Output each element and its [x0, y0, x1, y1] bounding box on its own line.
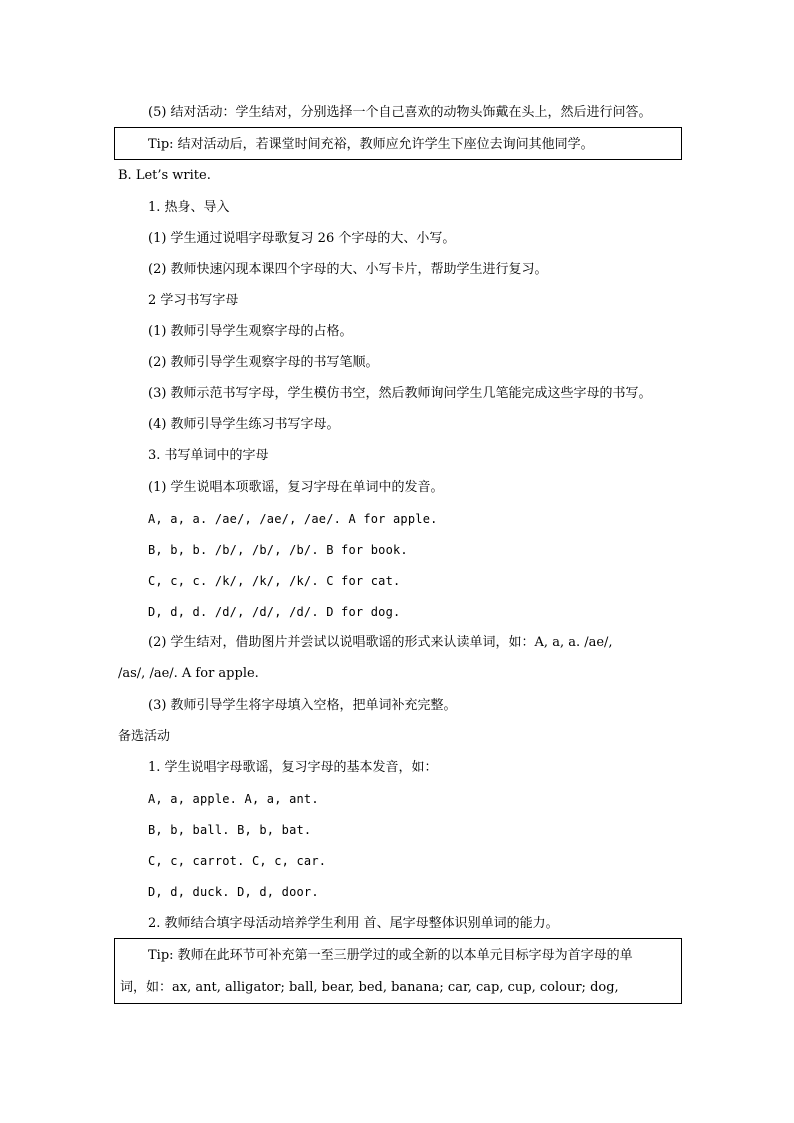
- chant-line: D, d, d. /d/, /d/, /d/. D for dog.: [148, 605, 401, 619]
- step-1-title: 1. 热身、导入: [148, 200, 230, 215]
- chant-line: C, c, c. /k/, /k/, /k/. C for cat.: [148, 574, 401, 588]
- step-3-title: 3. 书写单词中的字母: [148, 448, 269, 463]
- optional-chant-line: D, d, duck. D, d, door.: [148, 885, 319, 899]
- step-2-item-2: (2) 教师引导学生观察字母的书写笔顺。: [148, 355, 379, 370]
- step-2-item-4: (4) 教师引导学生练习书写字母。: [148, 417, 340, 432]
- step-2-item-3: (3) 教师示范书写字母，学生模仿书空，然后教师询问学生几笔能完成这些字母的书写。: [148, 386, 652, 401]
- tip-text-2-line-1: Tip: 教师在此环节可补充第一至三册学过的或全新的以本单元目标字母为首字母的单: [148, 948, 633, 963]
- optional-item-1: 1. 学生说唱字母歌谣，复习字母的基本发音，如：: [148, 760, 438, 775]
- step-2-title: 2 学习书写字母: [148, 293, 239, 308]
- tip-box-2: [114, 938, 682, 1004]
- paragraph-pair-activity: (5) 结对活动：学生结对，分别选择一个自己喜欢的动物头饰戴在头上，然后进行问答。: [148, 105, 652, 120]
- chant-line: B, b, b. /b/, /b/, /b/. B for book.: [148, 543, 408, 557]
- step-2-item-1: (1) 教师引导学生观察字母的占格。: [148, 324, 353, 339]
- tip-box-1: [114, 127, 682, 160]
- step-3-item-2: (2) 学生结对，借助图片并尝试以说唱歌谣的形式来认读单词，如：A, a, a. /ae/,: [148, 635, 613, 650]
- optional-activities-heading: 备选活动: [118, 729, 171, 744]
- optional-chant-line: B, b, ball. B, b, bat.: [148, 823, 312, 837]
- optional-chant-line: A, a, apple. A, a, ant.: [148, 792, 319, 806]
- tip-text-1: Tip: 结对活动后，若课堂时间充裕，教师应允许学生下座位去询问其他同学。: [148, 137, 594, 152]
- step-3-item-2-continued: /as/, /ae/. A for apple.: [118, 666, 259, 681]
- chant-line: A, a, a. /ae/, /ae/, /ae/. A for apple.: [148, 512, 438, 526]
- optional-chant-line: C, c, carrot. C, c, car.: [148, 854, 327, 868]
- step-3-item-3: (3) 教师引导学生将字母填入空格，把单词补充完整。: [148, 698, 457, 713]
- tip-text-2-line-2: 词，如：ax, ant, alligator; ball, bear, bed, banana; car, cap, cup, colour; dog,: [120, 980, 619, 995]
- step-3-item-1: (1) 学生说唱本项歌谣，复习字母在单词中的发音。: [148, 480, 444, 495]
- step-1-item-2: (2) 教师快速闪现本课四个字母的大、小写卡片，帮助学生进行复习。: [148, 262, 548, 277]
- section-heading-b: B. Let’s write.: [118, 168, 211, 183]
- step-1-item-1: (1) 学生通过说唱字母歌复习 26 个字母的大、小写。: [148, 231, 456, 246]
- optional-item-2: 2. 教师结合填字母活动培养学生利用 首、尾字母整体识别单词的能力。: [148, 916, 559, 931]
